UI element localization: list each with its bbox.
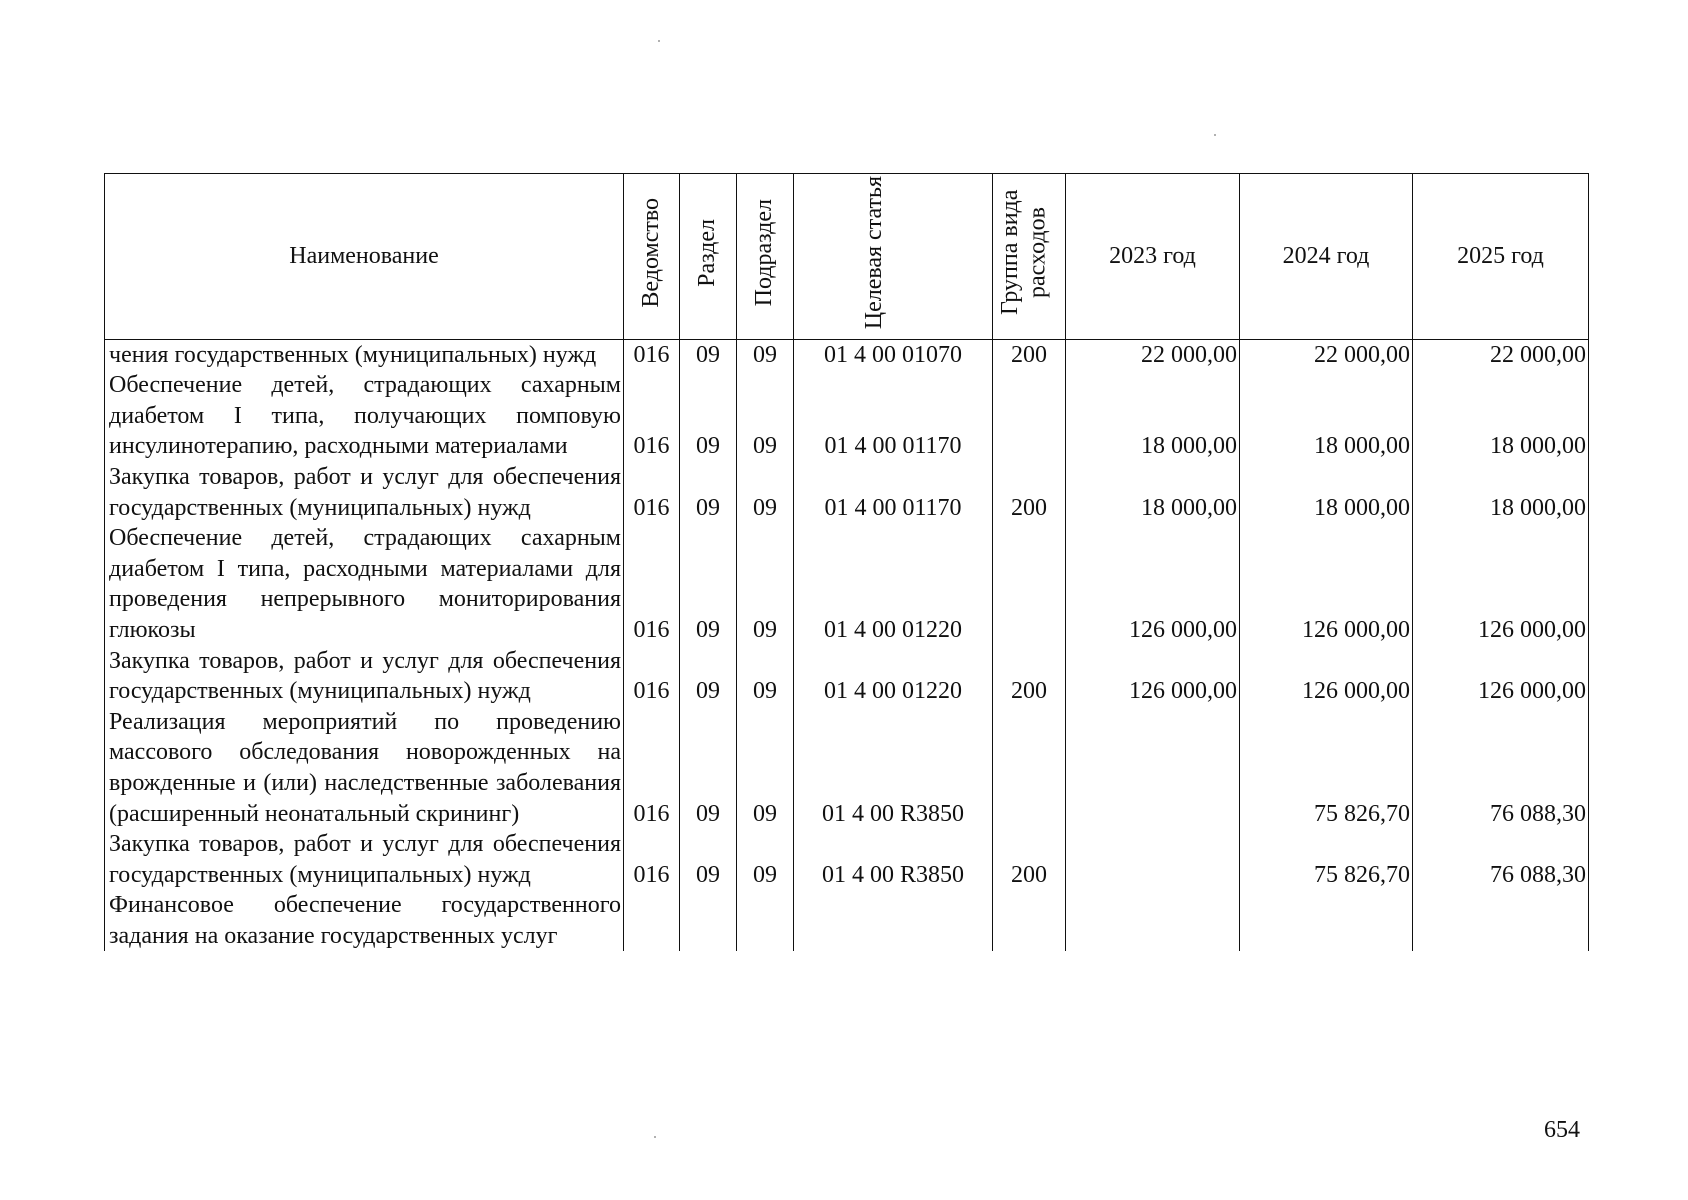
header-2025: 2025 год: [1413, 174, 1589, 340]
row-name: Закупка товаров, работ и услуг для обеспечения государственных (муниципальных) нужд: [105, 646, 624, 707]
header-razdel: Раздел: [680, 174, 737, 340]
row-2023: [1066, 707, 1240, 829]
row-razdel: 09: [680, 370, 737, 462]
row-name: Финансовое обеспечение государственного задания на оказание государственных услуг: [105, 890, 624, 951]
row-podrazdel: 09: [737, 370, 794, 462]
row-gruppa: [993, 890, 1066, 951]
row-name: Закупка товаров, работ и услуг для обеспечения государственных (муниципальных) нужд: [105, 462, 624, 523]
row-2025: 76 088,30: [1413, 829, 1589, 890]
row-2025: 126 000,00: [1413, 646, 1589, 707]
row-gruppa: [993, 370, 1066, 462]
row-razdel: 09: [680, 523, 737, 645]
row-podrazdel: [737, 890, 794, 951]
scan-speck: [654, 1136, 656, 1138]
row-vedomstvo: 016: [624, 462, 680, 523]
table-row: [105, 462, 1589, 523]
row-2024: 126 000,00: [1240, 646, 1413, 707]
row-vedomstvo: 016: [624, 829, 680, 890]
row-podrazdel: 09: [737, 523, 794, 645]
row-2024: 18 000,00: [1240, 462, 1413, 523]
row-gruppa: 200: [993, 646, 1066, 707]
row-2024: [1240, 890, 1413, 951]
header-name: Наименование: [105, 174, 624, 340]
row-razdel: [680, 890, 737, 951]
row-2024: 126 000,00: [1240, 523, 1413, 645]
row-podrazdel: 09: [737, 462, 794, 523]
row-2023: 126 000,00: [1066, 646, 1240, 707]
table-row: [105, 339, 1589, 370]
table-row: [105, 523, 1589, 645]
table-row: [105, 890, 1589, 951]
scan-speck: [658, 40, 660, 42]
header-gruppa-vida-rashodov: Группа вида расходов: [993, 174, 1066, 340]
header-celevaya-statya: Целевая статья: [794, 174, 993, 340]
row-razdel: 09: [680, 339, 737, 370]
table-header-row: [105, 174, 1589, 340]
row-podrazdel: 09: [737, 646, 794, 707]
page-number: 654: [1544, 1117, 1580, 1143]
row-razdel: 09: [680, 707, 737, 829]
row-vedomstvo: 016: [624, 707, 680, 829]
row-celevaya-statya: 01 4 00 01220: [794, 523, 993, 645]
table-row: [105, 646, 1589, 707]
row-celevaya-statya: 01 4 00 R3850: [794, 707, 993, 829]
row-name: Обеспечение детей, страдающих сахарным диабетом I типа, получающих помповую инсулинотерапию, расходными материалами: [105, 370, 624, 462]
row-celevaya-statya: 01 4 00 01170: [794, 462, 993, 523]
row-podrazdel: 09: [737, 339, 794, 370]
row-2023: [1066, 890, 1240, 951]
row-name: Обеспечение детей, страдающих сахарным диабетом I типа, расходными материалами для проведения непрерывного мониторирования глюкозы: [105, 523, 624, 645]
row-gruppa: [993, 707, 1066, 829]
table-row: [105, 707, 1589, 829]
row-gruppa: 200: [993, 829, 1066, 890]
row-razdel: 09: [680, 829, 737, 890]
row-celevaya-statya: 01 4 00 01220: [794, 646, 993, 707]
row-gruppa: 200: [993, 339, 1066, 370]
row-celevaya-statya: 01 4 00 01170: [794, 370, 993, 462]
row-2025: 18 000,00: [1413, 370, 1589, 462]
row-podrazdel: 09: [737, 829, 794, 890]
row-vedomstvo: 016: [624, 523, 680, 645]
row-2024: 75 826,70: [1240, 829, 1413, 890]
row-2024: 22 000,00: [1240, 339, 1413, 370]
row-gruppa: 200: [993, 462, 1066, 523]
row-2025: 76 088,30: [1413, 707, 1589, 829]
row-celevaya-statya: 01 4 00 01070: [794, 339, 993, 370]
header-2024: 2024 год: [1240, 174, 1413, 340]
header-vedomstvo: Ведомство: [624, 174, 680, 340]
row-razdel: 09: [680, 646, 737, 707]
table-row: [105, 829, 1589, 890]
row-vedomstvo: 016: [624, 339, 680, 370]
row-2025: 18 000,00: [1413, 462, 1589, 523]
row-celevaya-statya: [794, 890, 993, 951]
row-2025: [1413, 890, 1589, 951]
row-name: чения государственных (муниципальных) нужд: [105, 339, 624, 370]
row-2024: 75 826,70: [1240, 707, 1413, 829]
budget-table: [104, 173, 1589, 951]
header-2023: 2023 год: [1066, 174, 1240, 340]
header-podrazdel: Подраздел: [737, 174, 794, 340]
row-2023: 22 000,00: [1066, 339, 1240, 370]
row-2023: 126 000,00: [1066, 523, 1240, 645]
row-2023: [1066, 829, 1240, 890]
row-2023: 18 000,00: [1066, 370, 1240, 462]
row-name: Реализация мероприятий по проведению массового обследования новорожденных на врожденные и (или) наследственные заболевания (расширенный неонатальный скрининг): [105, 707, 624, 829]
row-vedomstvo: [624, 890, 680, 951]
row-2023: 18 000,00: [1066, 462, 1240, 523]
row-celevaya-statya: 01 4 00 R3850: [794, 829, 993, 890]
row-podrazdel: 09: [737, 707, 794, 829]
row-razdel: 09: [680, 462, 737, 523]
row-name: Закупка товаров, работ и услуг для обеспечения государственных (муниципальных) нужд: [105, 829, 624, 890]
table-row: [105, 370, 1589, 462]
row-2025: 22 000,00: [1413, 339, 1589, 370]
row-2025: 126 000,00: [1413, 523, 1589, 645]
row-vedomstvo: 016: [624, 370, 680, 462]
scan-speck: [1214, 134, 1216, 136]
row-vedomstvo: 016: [624, 646, 680, 707]
row-gruppa: [993, 523, 1066, 645]
row-2024: 18 000,00: [1240, 370, 1413, 462]
